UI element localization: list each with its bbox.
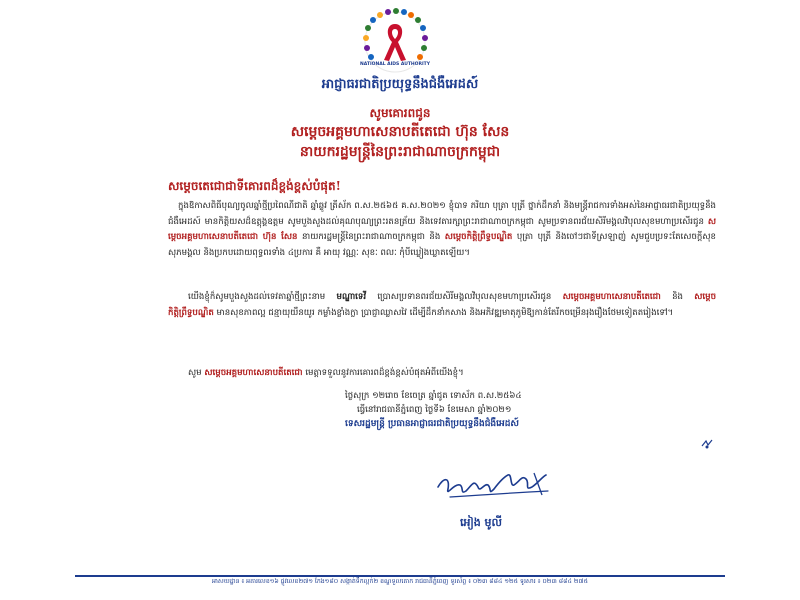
- addressee-name: សម្តេចអគ្គមហាសេនាបតីតេជោ ហ៊ុន សែន: [290, 124, 510, 140]
- p1-text-c: បុត្រា បុត្រី និងចៅៗជាទីស្រឡាញ់ សូមជួបប្រទះតែសេចក្តីសុខ សុភមង្គល និងប្រកបដោយពុទ្ធពរទាំង ៤ប្រការ គឺ អាយុ វណ្ណៈ សុខៈ ពលៈ កុំបីឃ្លៀងឃ្លាតឡើយ។: [168, 232, 717, 258]
- p3-text-b: មេត្តាទទួលនូវការគោរពដ៏ខ្ពង់ខ្ពស់បំផុតអំពីយើងខ្ញុំ។: [305, 368, 464, 378]
- logo-emblem: [340, 2, 450, 74]
- signatory-name: អៀង មូលី: [460, 516, 503, 529]
- handwritten-signature: [430, 465, 570, 510]
- p3-text-a: សូម: [188, 368, 202, 378]
- p2-text-d: មានសុខភាពល្អ ជន្មាយុយឺនយូរ កម្លាំងខ្លាំងក្លា ប្រាជ្ញាឈ្លាសវៃ ដើម្បីដឹកនាំកសាង និងអភិវឌ្ឍមាតុភូមិឱ្យកាន់តែរីកចម្រើនរុងរឿងថែមទៀតតរៀងទៅ។: [216, 307, 674, 318]
- p2-deity: មណ្ឌាទេវី: [336, 292, 367, 302]
- nat-aids-authority-logo: [340, 2, 450, 74]
- salutation: សម្តេចតេជោជាទីគោរពដ៏ខ្ពង់ខ្ពស់បំផុត!: [168, 179, 341, 193]
- paragraph-1: [168, 199, 716, 261]
- p3-name: សម្តេចអគ្គមហាសេនាបតីតេជោ: [204, 368, 303, 378]
- p2-text-a: យើងខ្ញុំក៏សូមបួងសួងដល់ទេវតាឆ្នាំថ្មីព្រះនាម: [188, 292, 326, 302]
- p2-name-1: សម្តេចអគ្គមហាសេនាបតីតេជោ: [562, 292, 661, 302]
- logo-ring-text: NATIONAL AIDS AUTHORITY: [360, 62, 430, 67]
- paragraph-3: [168, 366, 716, 382]
- p1-text-a: ក្នុងឱកាសពិធីបុណ្យចូលឆ្នាំថ្មីប្រពៃណីជាតិ ឆ្នាំឆ្លូវ ត្រីស័ក ព.ស.២៥៦៥ គ.ស.២០២១ ខ្ញុំបាទ ភរិយា បុត្រា បុត្រី ថ្នាក់ដឹកនាំ និងមន្ត្រីរាជការទាំងអស់នៃអាជ្ញាធរជាតិប្រយុទ្ធនឹងជំងឺអេដស៍ មានកិត្តិយសដ៏ឧត្តុង្គឧត្តម សូមបួងសួងដល់គុណបុណ្យព្រះរតនត្រ័យ និងទេវតារក្សាព្រះរាជាណាចក្រកម្ពុជា សូមប្រទានពរជ័យសិរីមង្គលវិបុលសុខមហាប្រសើរជូន: [168, 201, 716, 227]
- solar-date: ធ្វើនៅរាជធានីភ្នំពេញ ថ្ងៃទី៦ ខែមេសា ឆ្នាំ២០២១: [357, 405, 512, 415]
- p1-text-b: នាយករដ្ឋមន្ត្រីនៃព្រះរាជាណាចក្រកម្ពុជា និង: [302, 232, 441, 242]
- p1-name-1: សម្តេចអគ្គមហាសេនាបតីតេជោ ហ៊ុន សែន: [168, 216, 716, 242]
- p1-name-2: សម្តេចកិត្តិព្រឹទ្ធបណ្ឌិត: [444, 232, 513, 242]
- date-block: [345, 389, 725, 431]
- footer-address: អាសយដ្ឋាន ៖ អគារលេខ១៦ ផ្លូវលេខ២៧១ កែង១៨០ សង្កាត់ទឹកល្អក់២ ខណ្ឌទួលគោក រាជធានីភ្នំពេញ ទូរស័ព្ទ ៖ ០២៣ ៨៨៤ ១២៥ ទូរសារ ៖ ០២៣ ៨៨៤ ២៧៥: [212, 578, 588, 585]
- lunar-date: ថ្ងៃសុក្រ ១២រោច ខែចេត្រ ឆ្នាំជូត ទោស័ក ព.ស.២៥៦៤: [345, 391, 522, 401]
- p2-text-c: និង: [672, 292, 683, 302]
- paragraph-2: [168, 290, 716, 321]
- respectfully-to: សូមគោរពជូន: [369, 106, 431, 120]
- red-ribbon-icon: [384, 24, 406, 61]
- signatory-title: ទេសរដ្ឋមន្ត្រី ប្រធានអាជ្ញាធរជាតិប្រយុទ្ធនឹងជំងឺអេដស៍: [345, 419, 519, 429]
- addressee-title: នាយករដ្ឋមន្ត្រីនៃព្រះរាជាណាចក្រកម្ពុជា: [299, 144, 501, 160]
- seal-mark-icon: [700, 438, 714, 450]
- addressee-block: [0, 104, 800, 162]
- p2-name-2: សម្តេចកិត្តិព្រឹទ្ធបណ្ឌិត: [168, 292, 717, 318]
- p2-text-b: ប្រោសប្រទានពរជ័យសិរីមង្គលវិបុលសុខមហាប្រសើរជូន: [377, 292, 552, 302]
- footer-divider: [75, 575, 725, 577]
- signature-image: [430, 465, 570, 510]
- agency-name: អាជ្ញាធរជាតិប្រយុទ្ធនឹងជំងឺអេដស៍: [321, 77, 479, 92]
